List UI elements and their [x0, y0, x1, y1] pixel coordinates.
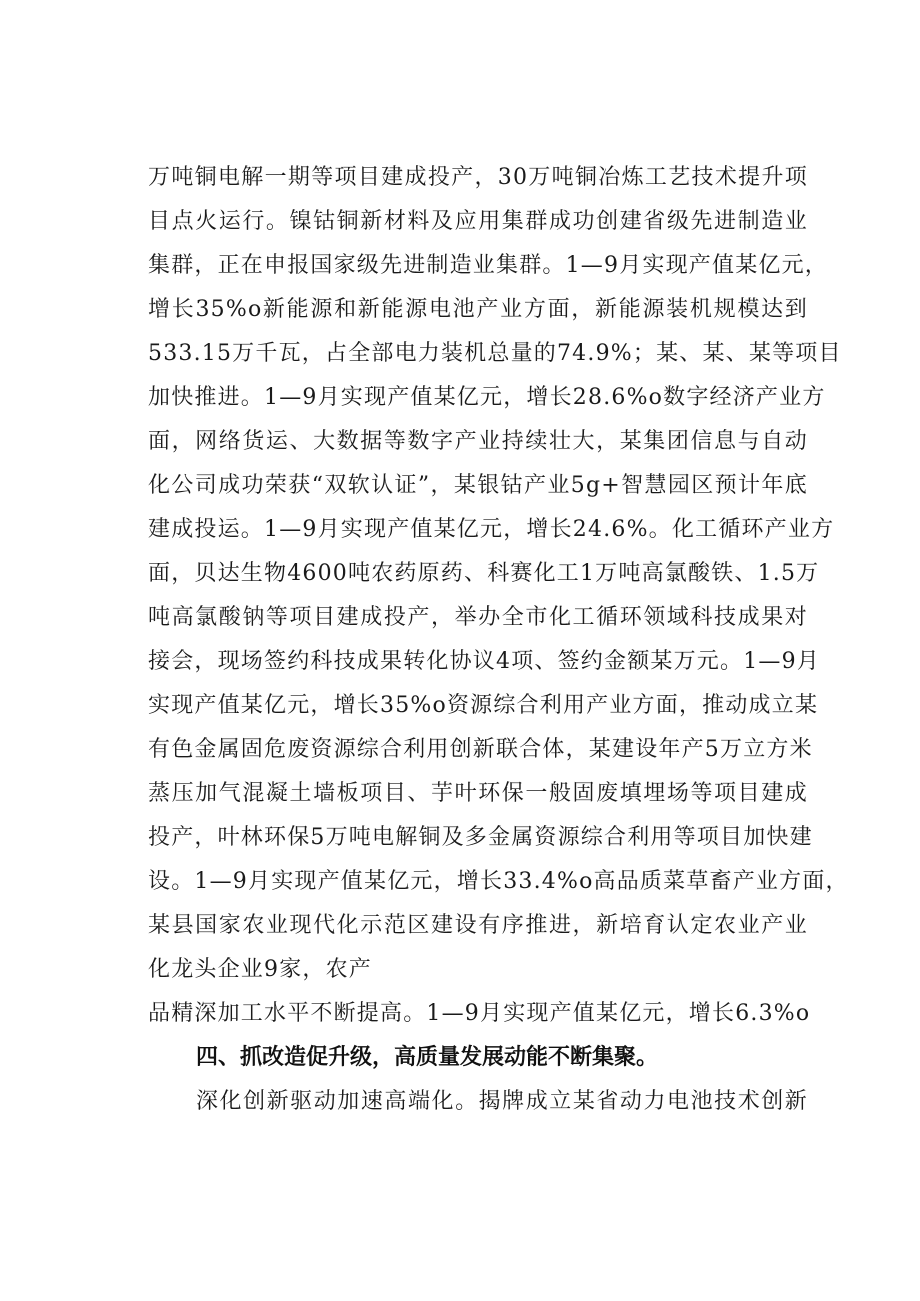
body-line-13: 实现产值某亿元，增长35%o资源综合利用产业方面，推动成立某 [148, 693, 819, 718]
body-line-18: 某县国家农业现代化示范区建设有序推进，新培育认定农业产业 [148, 913, 808, 938]
body-line-5: 533.15万千瓦，占全部电力装机总量的74.9%；某、某、某等项目 [148, 341, 842, 366]
body-line-6: 加快推进。1—9月实现产值某亿元，增长28.6%o数字经济产业方 [148, 385, 826, 410]
body-line-12: 接会，现场签约科技成果转化协议4项、签约金额某万元。1—9月 [148, 649, 820, 674]
body-line-4: 增长35%o新能源和新能源电池产业方面，新能源装机规模达到 [148, 297, 808, 322]
body-line-11: 吨高氯酸钠等项目建成投产，举办全市化工循环领域科技成果对 [148, 605, 808, 630]
body-line-17: 设。1—9月实现产值某亿元，增长33.4%o高品质菜草畜产业方面， [148, 869, 849, 894]
body-line-2: 目点火运行。镍钴铜新材料及应用集群成功创建省级先进制造业 [148, 209, 808, 234]
body-line-20: 品精深加工水平不断提高。1—9月实现产值某亿元，增长6.3%o [148, 1001, 811, 1026]
body-line-16: 投产，叶林环保5万吨电解铜及多金属资源综合利用等项目加快建 [148, 825, 813, 850]
body-line-19: 化龙头企业9家，农产 [148, 957, 372, 982]
body-line-15: 蒸压加气混凝土墙板项目、芋叶环保一般固废填埋场等项目建成 [148, 781, 808, 806]
body-line-8: 化公司成功荣获“双软认证”，某银钴产业5g+智慧园区预计年底 [148, 473, 808, 498]
body-line-14: 有色金属固危废资源综合利用创新联合体，某建设年产5万立方米 [148, 737, 813, 762]
body-line-7: 面，网络货运、大数据等数字产业持续壮大，某集团信息与自动 [148, 429, 808, 454]
body-line-3: 集群，正在申报国家级先进制造业集群。1—9月实现产值某亿元， [148, 253, 828, 278]
body-line-last: 深化创新驱动加速高端化。揭牌成立某省动力电池技术创新 [196, 1089, 808, 1114]
section-heading: 四、抓改造促升级，高质量发展动能不断集聚。 [196, 1045, 659, 1070]
body-line-1: 万吨铜电解一期等项目建成投产，30万吨铜冶炼工艺技术提升项 [148, 165, 808, 190]
body-line-10: 面，贝达生物4600吨农药原药、科赛化工1万吨高氯酸铁、1.5万 [148, 561, 820, 586]
body-line-9: 建成投运。1—9月实现产值某亿元，增长24.6%。化工循环产业方 [148, 517, 835, 542]
